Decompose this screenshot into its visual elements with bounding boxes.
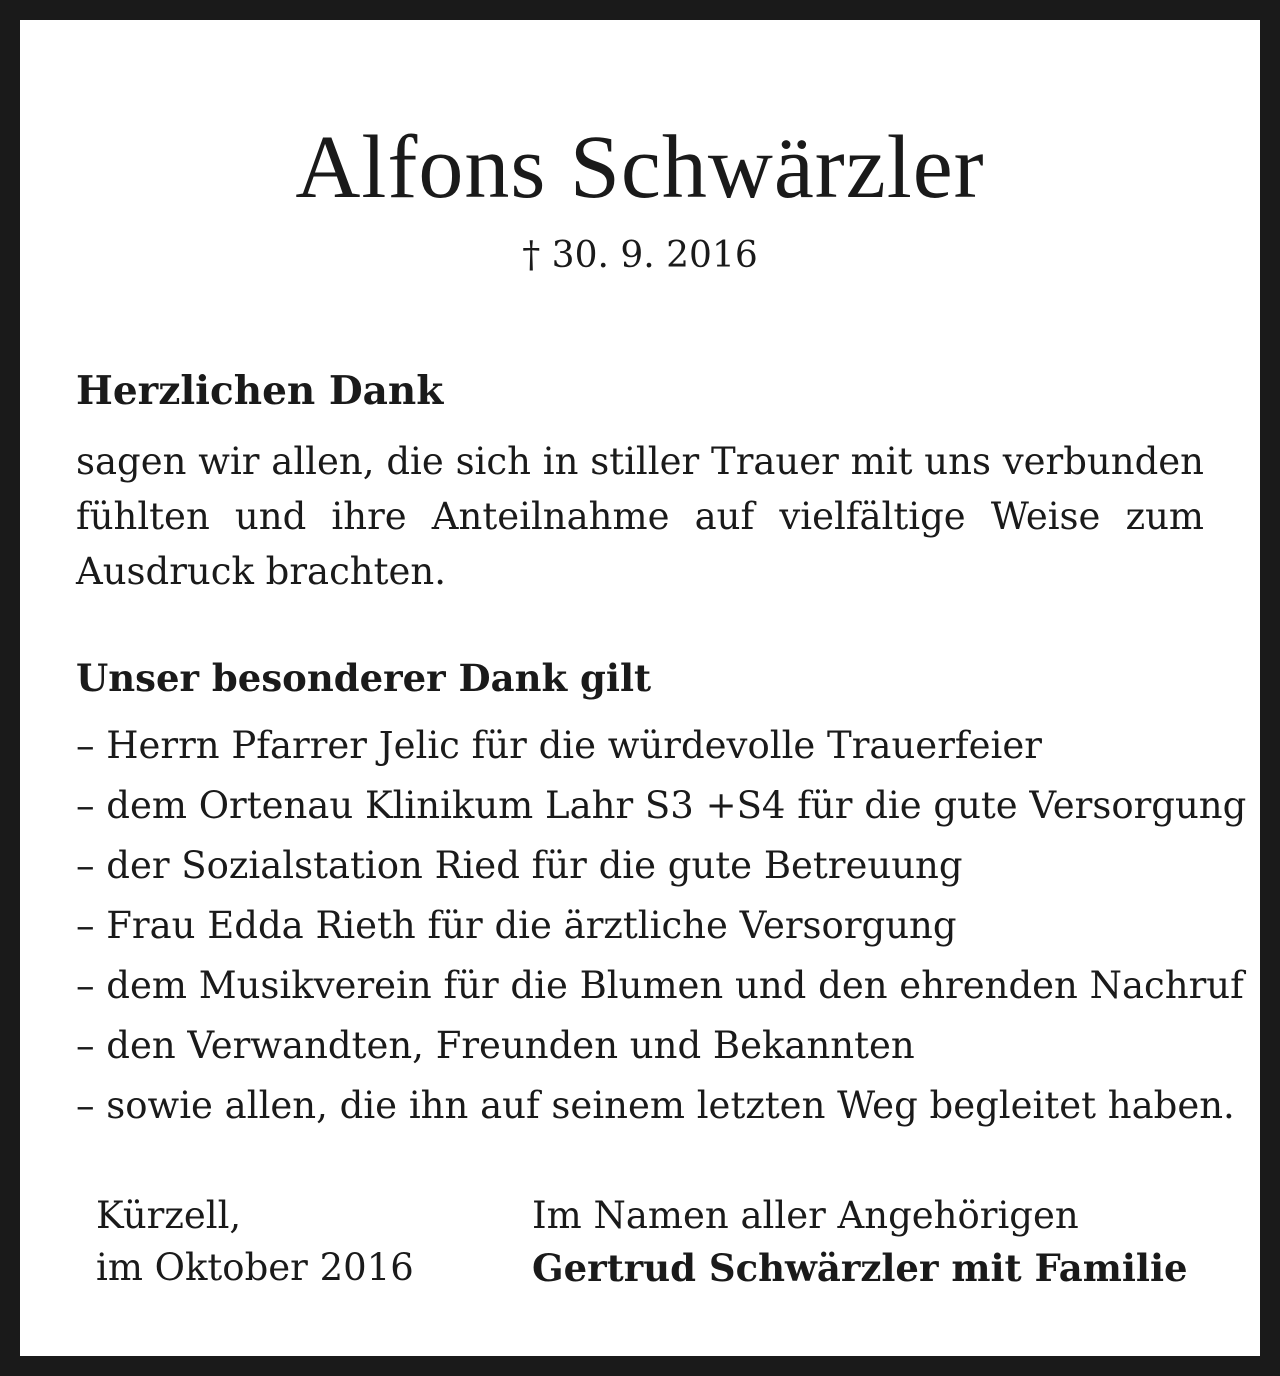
thanks-text: sagen wir allen, die sich in stiller Trauer mit uns verbunden fühlten und ihre Anteilnahme auf vielfältige Weise zum Ausdruck brachten.: [76, 440, 1204, 593]
death-date: † 30. 9. 2016: [522, 235, 758, 276]
list-item: – sowie allen, die ihn auf seinem letzten Weg begleitet haben.: [76, 1084, 1235, 1127]
date-line: im Oktober 2016: [96, 1246, 414, 1289]
signature: [532, 1190, 1188, 1294]
signature-intro: Im Namen aller Angehörigen: [532, 1194, 1079, 1237]
thanks-heading: Herzlichen Dank: [76, 368, 444, 414]
list-item: – dem Musikverein für die Blumen und den ehrenden Nachruf: [76, 964, 1244, 1007]
place-and-date: [96, 1190, 414, 1294]
list-item: – Herrn Pfarrer Jelic für die würdevolle Trauerfeier: [76, 724, 1042, 767]
place-line: Kürzell,: [96, 1194, 242, 1237]
list-item: – Frau Edda Rieth für die ärztliche Versorgung: [76, 904, 957, 947]
special-thanks-heading: Unser besonderer Dank gilt: [76, 656, 652, 700]
special-thanks-list: [76, 717, 1247, 1137]
signature-family: Gertrud Schwärzler mit Familie: [532, 1246, 1188, 1290]
list-item: – dem Ortenau Klinikum Lahr S3 +S4 für die gute Versorgung: [76, 784, 1247, 827]
deceased-name: Alfons Schwärzler: [295, 118, 985, 217]
list-item: – den Verwandten, Freunden und Bekannten: [76, 1024, 915, 1067]
list-item: – der Sozialstation Ried für die gute Betreuung: [76, 844, 963, 887]
